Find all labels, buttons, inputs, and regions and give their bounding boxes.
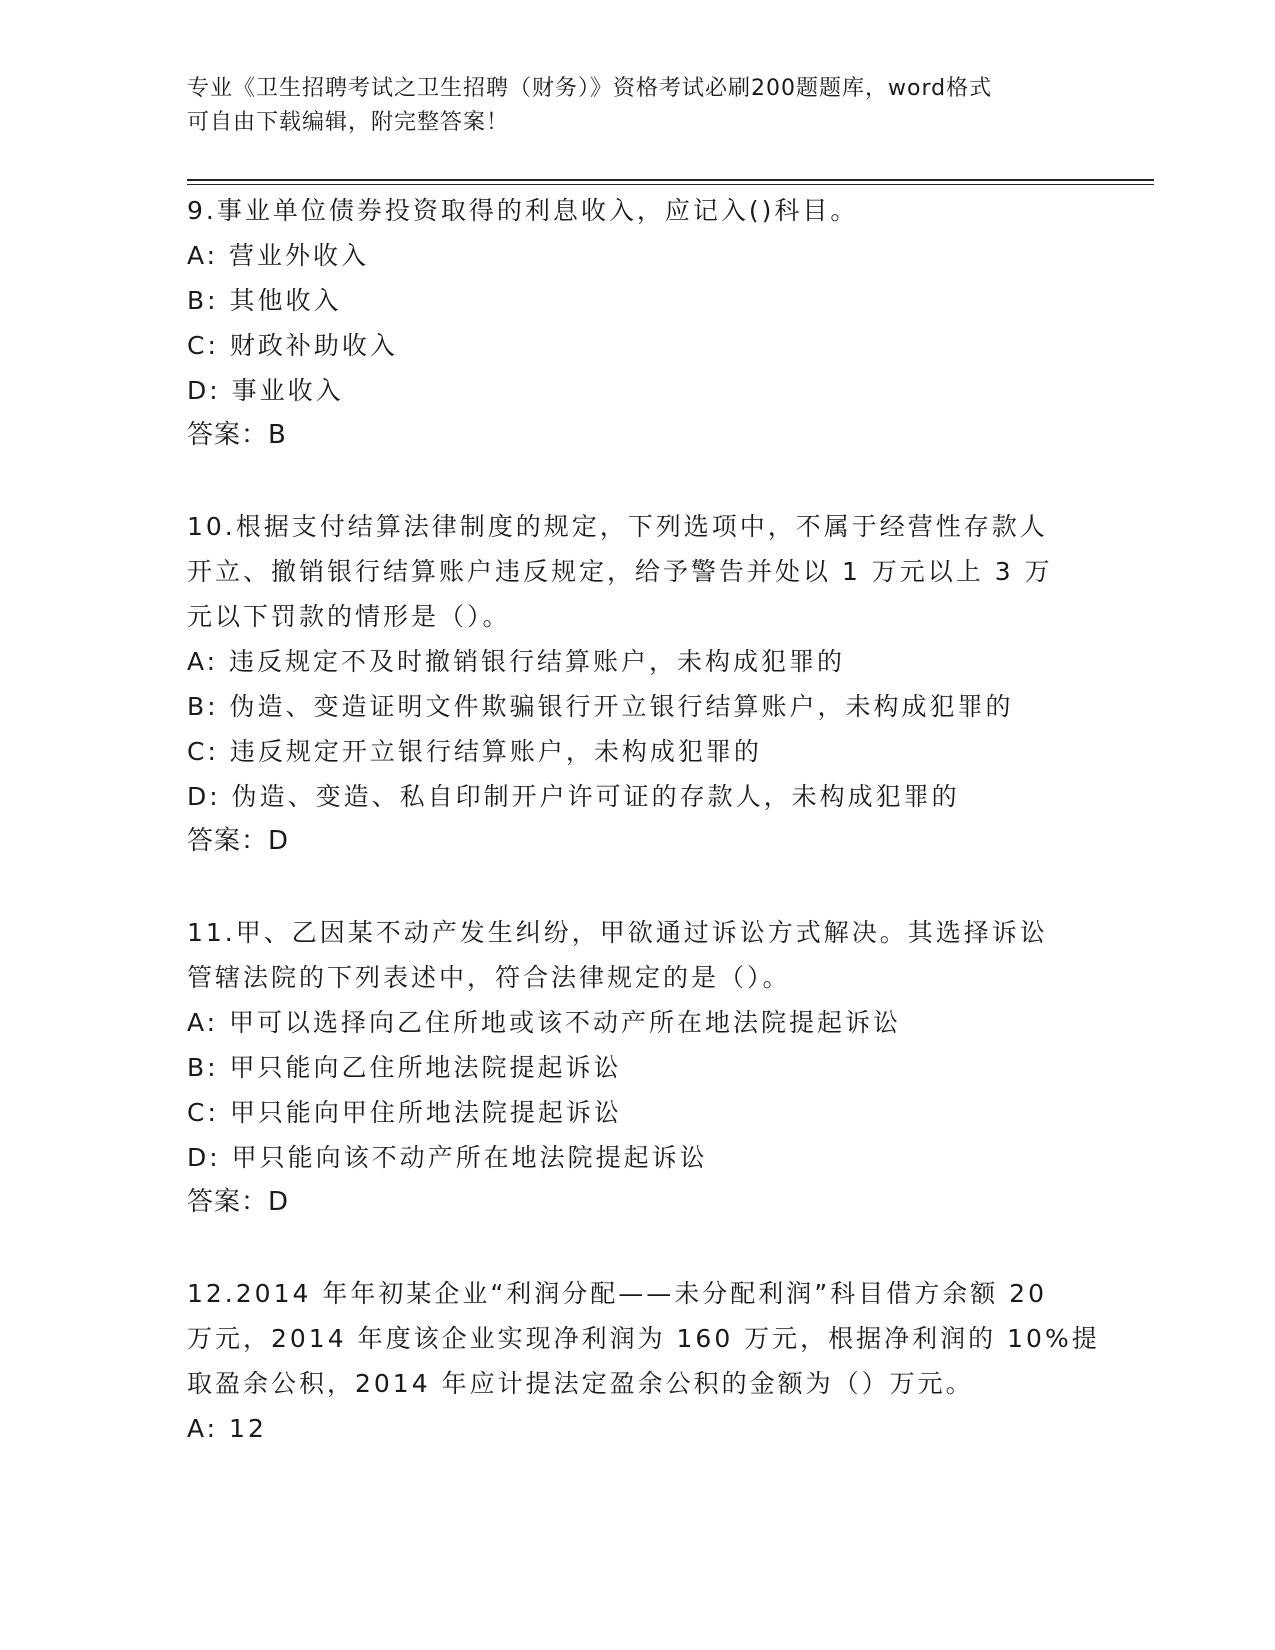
option-d: D: 甲只能向该不动产所在地法院提起诉讼	[187, 1143, 708, 1172]
option-a: A: 甲可以选择向乙住所地或该不动产所在地法院提起诉讼	[187, 1008, 902, 1037]
question-11	[187, 910, 1087, 1225]
answer: 答案：B	[187, 420, 287, 450]
option-b: B: 伪造、变造证明文件欺骗银行开立银行结算账户，未构成犯罪的	[187, 692, 1014, 721]
question-text: 开立、撤销银行结算账户违反规定，给予警告并处以 1 万元以上 3 万	[187, 557, 1053, 586]
header-divider-thick	[187, 179, 1154, 181]
header-line-1: 专业《卫生招聘考试之卫生招聘（财务）》资格考试必刷200题题库，word格式	[187, 76, 993, 101]
question-text: 11.甲、乙因某不动产发生纠纷，甲欲通过诉讼方式解决。其选择诉讼	[187, 918, 1048, 947]
option-a: A: 违反规定不及时撤销银行结算账户，未构成犯罪的	[187, 647, 846, 676]
option-b: B: 甲只能向乙住所地法院提起诉讼	[187, 1053, 622, 1082]
question-10	[187, 504, 1087, 864]
option-c: C: 违反规定开立银行结算账户，未构成犯罪的	[187, 737, 762, 766]
question-text: 管辖法院的下列表述中，符合法律规定的是（）。	[187, 963, 791, 992]
option-a: A: 12	[187, 1414, 267, 1443]
question-text: 12.2014 年年初某企业“利润分配——未分配利润”科目借方余额 20	[187, 1279, 1047, 1308]
header-line-2: 可自由下载编辑，附完整答案！	[187, 110, 510, 135]
question-12	[187, 1271, 1100, 1451]
option-d: D: 伪造、变造、私自印制开户许可证的存款人，未构成犯罪的	[187, 782, 960, 811]
option-a: A: 营业外收入	[187, 241, 370, 270]
document-header	[187, 72, 1087, 140]
option-d: D: 事业收入	[187, 376, 344, 405]
option-c: C: 财政补助收入	[187, 331, 398, 360]
question-text: 10.根据支付结算法律制度的规定，下列选项中，不属于经营性存款人	[187, 512, 1048, 541]
header-divider-thin	[187, 184, 1154, 185]
question-text: 取盈余公积，2014 年应计提法定盈余公积的金额为（）万元。	[187, 1369, 974, 1398]
question-text: 9.事业单位债券投资取得的利息收入，应记入()科目。	[187, 196, 859, 225]
option-b: B: 其他收入	[187, 286, 342, 315]
option-c: C: 甲只能向甲住所地法院提起诉讼	[187, 1098, 622, 1127]
question-text: 万元，2014 年度该企业实现净利润为 160 万元，根据净利润的 10%提	[187, 1324, 1100, 1353]
answer: 答案：D	[187, 1187, 290, 1217]
answer: 答案：D	[187, 826, 290, 856]
question-text: 元以下罚款的情形是（）。	[187, 602, 511, 631]
question-9	[187, 188, 1087, 458]
question-list	[187, 188, 1100, 1497]
